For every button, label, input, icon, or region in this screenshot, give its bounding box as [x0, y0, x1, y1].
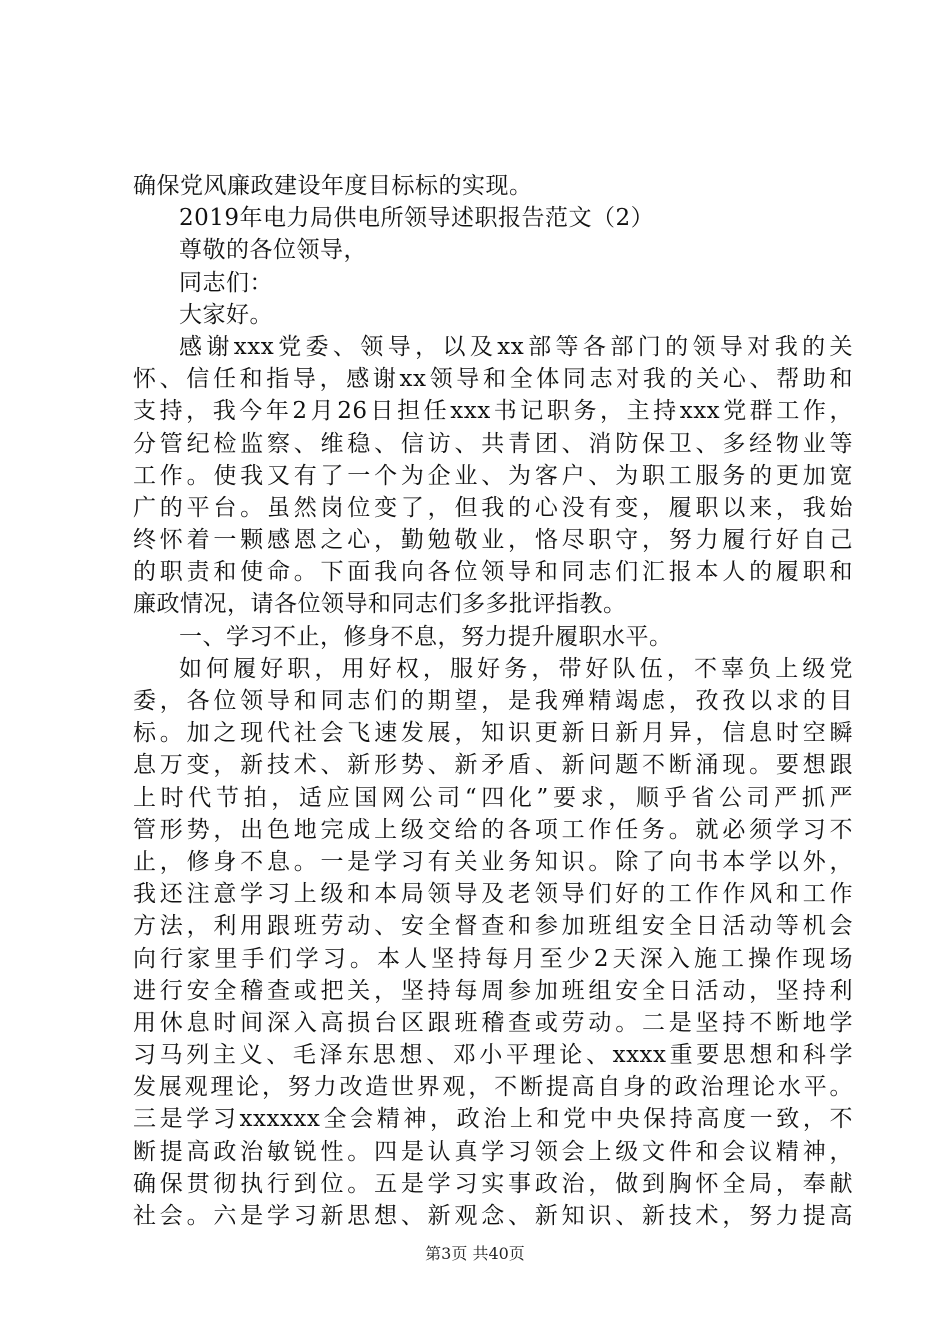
- text-line: 止，修身不息。一是学习有关业务知识。除了向书本学以外，: [133, 848, 853, 875]
- text-line: 我还注意学习上级和本局领导及老领导们好的工作作风和工作: [133, 881, 853, 908]
- page-number-footer: 第3页 共40页: [425, 1244, 525, 1263]
- text-line: 支持，我今年2月26日担任xxx书记职务，主持xxx党群工作，: [133, 398, 853, 425]
- text-line: 发展观理论，努力改造世界观，不断提高自身的政治理论水平。: [133, 1074, 853, 1101]
- text-line: 廉政情况，请各位领导和同志们多多批评指教。: [133, 591, 627, 618]
- text-line: 标。加之现代社会飞速发展，知识更新日新月异，信息时空瞬: [133, 720, 853, 747]
- text-line: 方法，利用跟班劳动、安全督查和参加班组安全日活动等机会: [133, 913, 853, 940]
- text-line: 委，各位领导和同志们的期望，是我殚精竭虑，孜孜以求的目: [133, 688, 853, 714]
- text-line: 工作。使我又有了一个为企业、为客户、为职工服务的更加宽: [133, 462, 853, 489]
- text-line: 感谢xxx党委、领导，以及xx部等各部门的领导对我的关: [179, 333, 853, 360]
- text-line: 断提高政治敏锐性。四是认真学习领会上级文件和会议精神，: [133, 1138, 853, 1165]
- text-line: 确保贯彻执行到位。五是学习实事政治，做到胸怀全局，奉献: [133, 1170, 853, 1197]
- text-line: 上时代节拍，适应国网公司“四化”要求，顺乎省公司严抓严: [133, 784, 853, 811]
- text-line: 如何履好职，用好权，服好务，带好队伍，不辜负上级党: [179, 655, 853, 682]
- text-line: 的职责和使命。下面我向各位领导和同志们汇报本人的履职和: [133, 559, 853, 586]
- text-line: 同志们：: [179, 269, 273, 296]
- text-line: 一、学习不止，修身不息，努力提升履职水平。: [179, 623, 673, 650]
- text-line: 向行家里手们学习。本人坚持每月至少2天深入施工操作现场: [133, 945, 853, 972]
- text-line: 管形势，出色地完成上级交给的各项工作任务。就必须学习不: [133, 816, 853, 843]
- text-line: 尊敬的各位领导，: [179, 237, 367, 264]
- text-line: 进行安全稽查或把关，坚持每周参加班组安全日活动，坚持利: [133, 977, 853, 1004]
- text-line: 分管纪检监察、维稳、信访、共青团、消防保卫、多经物业等: [133, 430, 853, 457]
- text-line: 终怀着一颗感恩之心，勤勉敬业，恪尽职守，努力履行好自己: [133, 527, 853, 554]
- text-line: 三是学习xxxxxx全会精神，政治上和党中央保持高度一致，不: [133, 1106, 853, 1133]
- text-line: 2019年电力局供电所领导述职报告范文（2）: [179, 205, 655, 232]
- text-line: 广的平台。虽然岗位变了，但我的心没有变，履职以来，我始: [133, 494, 853, 521]
- document-body: [133, 170, 853, 1232]
- text-line: 息万变，新技术、新形势、新矛盾、新问题不断涌现。要想跟: [133, 752, 853, 779]
- text-line: 确保党风廉政建设年度目标标的实现。: [133, 173, 533, 199]
- text-line: 大家好。: [179, 301, 273, 328]
- text-line: 用休息时间深入高损台区跟班稽查或劳动。二是坚持不断地学: [133, 1009, 853, 1036]
- text-line: 社会。六是学习新思想、新观念、新知识、新技术，努力提高: [133, 1203, 853, 1229]
- text-line: 怀、信任和指导，感谢xx领导和全体同志对我的关心、帮助和: [133, 366, 853, 393]
- text-line: 习马列主义、毛泽东思想、邓小平理论、xxxx重要思想和科学: [133, 1042, 853, 1069]
